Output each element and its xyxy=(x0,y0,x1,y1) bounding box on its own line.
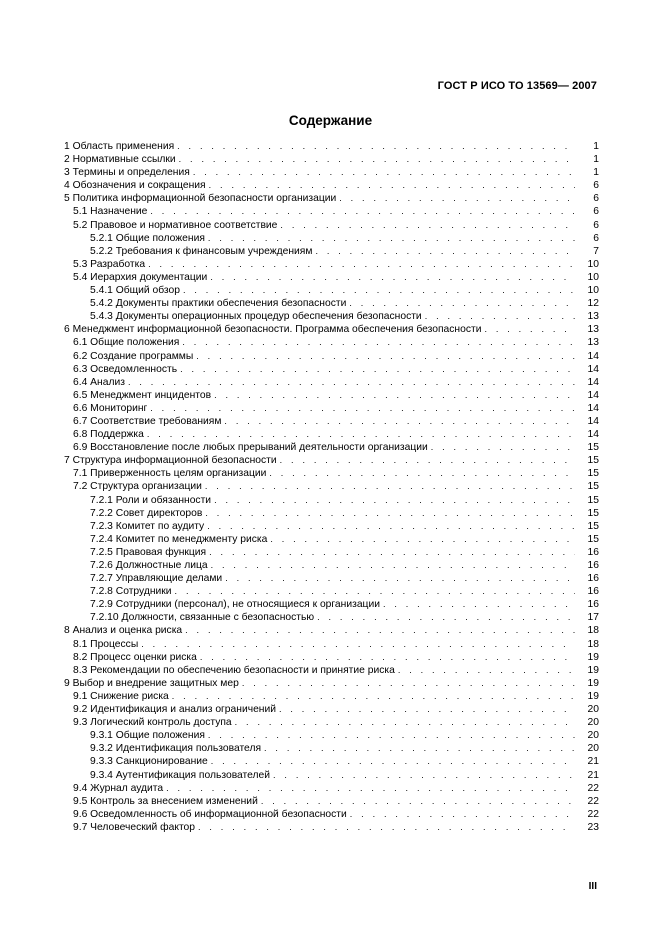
toc-leader-dots xyxy=(182,336,575,349)
toc-leader-dots xyxy=(128,376,575,389)
toc-entry-title: 2 Нормативные ссылки xyxy=(64,154,176,166)
toc-entry-page: 14 xyxy=(587,402,599,414)
toc-leader-dots xyxy=(205,480,575,493)
toc-entry-title: 9 Выбор и внедрение защитных мер xyxy=(64,677,239,689)
toc-entry-title: 3 Термины и определения xyxy=(64,167,190,179)
toc-entry xyxy=(64,205,599,218)
toc-entry-page: 15 xyxy=(587,455,599,467)
toc-entry xyxy=(64,559,599,572)
toc-entry xyxy=(64,755,599,768)
toc-entry-page: 16 xyxy=(587,573,599,585)
toc-entry-page: 6 xyxy=(593,219,599,231)
toc-leader-dots xyxy=(211,559,575,572)
toc-entry xyxy=(64,677,599,690)
toc-entry-page: 20 xyxy=(587,704,599,716)
toc-entry-page: 1 xyxy=(593,167,599,179)
toc-entry xyxy=(64,454,599,467)
toc-entry xyxy=(64,638,599,651)
toc-entry xyxy=(64,219,599,232)
toc-leader-dots xyxy=(180,363,575,376)
toc-entry xyxy=(64,363,599,376)
toc-entry-page: 16 xyxy=(587,560,599,571)
toc-entry xyxy=(64,546,599,559)
toc-entry-page: 14 xyxy=(587,376,599,388)
toc-entry-title: 7.2.10 Должности, связанные с безопасностью xyxy=(90,612,315,624)
toc-entry-title: 5.2.1 Общие положения xyxy=(90,232,205,244)
toc-entry-page: 6 xyxy=(593,232,599,244)
toc-leader-dots xyxy=(208,729,575,742)
toc-leader-dots xyxy=(205,507,575,520)
toc-entry xyxy=(64,782,599,795)
toc-leader-dots xyxy=(339,192,575,205)
toc-entry-page: 19 xyxy=(587,651,599,663)
toc-entry xyxy=(64,808,599,821)
toc-entry-page: 18 xyxy=(587,625,599,637)
toc-leader-dots xyxy=(261,795,575,808)
toc-entry xyxy=(64,350,599,363)
toc-entry-page: 10 xyxy=(587,285,599,297)
toc-entry-title: 8.3 Рекомендации по обеспечению безопасности и принятие риска xyxy=(73,664,395,676)
toc-entry xyxy=(64,716,599,729)
toc-leader-dots xyxy=(269,467,575,480)
toc-entry xyxy=(64,323,599,336)
toc-leader-dots xyxy=(280,219,575,232)
toc-leader-dots xyxy=(350,808,575,821)
toc-leader-dots xyxy=(280,454,575,467)
toc-entry-title: 7.2.5 Правовая функция xyxy=(90,546,207,558)
toc-entry-title: 5.4.3 Документы операционных процедур обеспечения безопасности xyxy=(90,311,422,323)
toc-entry xyxy=(64,729,599,742)
toc-leader-dots xyxy=(317,611,575,624)
toc-entry-title: 6.3 Осведомленность xyxy=(73,363,178,375)
toc-entry-page: 15 xyxy=(587,468,599,480)
toc-leader-dots xyxy=(207,520,575,533)
toc-entry-title: 5.1 Назначение xyxy=(73,206,148,218)
toc-entry-title: 5.3 Разработка xyxy=(73,258,146,270)
toc-leader-dots xyxy=(225,572,575,585)
toc-leader-dots xyxy=(235,716,575,729)
toc-leader-dots xyxy=(242,677,575,690)
toc-entry-page: 17 xyxy=(587,612,599,624)
toc-leader-dots xyxy=(209,179,575,192)
toc-entry xyxy=(64,795,599,808)
toc-entry xyxy=(64,494,599,507)
toc-entry-title: 7.2.9 Сотрудники (персонал), не относящиеся к организации xyxy=(90,599,380,611)
toc-leader-dots xyxy=(270,533,575,546)
toc-entry-page: 15 xyxy=(587,481,599,493)
toc-entry xyxy=(64,441,599,454)
toc-entry-title: 6.1 Общие положения xyxy=(73,337,180,349)
toc-leader-dots xyxy=(193,166,575,179)
toc-entry-title: 7.1 Приверженность целям организации xyxy=(73,468,267,480)
toc-leader-dots xyxy=(425,310,575,323)
toc-entry xyxy=(64,297,599,310)
toc-entry-page: 10 xyxy=(587,271,599,283)
toc-leader-dots xyxy=(196,350,575,363)
table-of-contents xyxy=(64,140,599,834)
toc-leader-dots xyxy=(431,441,575,454)
toc-entry xyxy=(64,402,599,415)
toc-entry-page: 23 xyxy=(587,821,599,833)
toc-entry-page: 22 xyxy=(587,782,599,794)
toc-entry-page: 22 xyxy=(587,795,599,807)
toc-entry-title: 4 Обозначения и сокращения xyxy=(64,180,206,192)
toc-entry xyxy=(64,572,599,585)
toc-entry-title: 6.4 Анализ xyxy=(73,376,125,388)
toc-entry-title: 6 Менеджмент информационной безопасности. Программа обеспечения безопасности xyxy=(64,324,482,336)
toc-leader-dots xyxy=(179,153,575,166)
toc-entry-page: 20 xyxy=(587,730,599,742)
toc-entry-page: 19 xyxy=(587,677,599,689)
toc-leader-dots xyxy=(484,323,575,336)
toc-entry-page: 22 xyxy=(587,808,599,820)
toc-entry xyxy=(64,428,599,441)
toc-leader-dots xyxy=(315,245,575,258)
toc-entry-page: 14 xyxy=(587,350,599,362)
toc-leader-dots xyxy=(214,389,575,402)
toc-entry-page: 21 xyxy=(587,769,599,781)
toc-entry-page: 19 xyxy=(587,664,599,676)
toc-leader-dots xyxy=(175,585,575,598)
toc-entry-title: 9.3.1 Общие положения xyxy=(90,730,205,742)
toc-entry-title: 7.2.8 Сотрудники xyxy=(90,586,172,598)
toc-entry xyxy=(64,742,599,755)
toc-entry-title: 8 Анализ и оценка риска xyxy=(64,625,183,637)
toc-entry-page: 13 xyxy=(587,337,599,349)
toc-leader-dots xyxy=(210,271,575,284)
toc-entry-title: 9.7 Человеческий фактор xyxy=(73,821,195,833)
toc-entry-title: 5.4.2 Документы практики обеспечения безопасности xyxy=(90,298,347,310)
toc-leader-dots xyxy=(185,624,575,637)
toc-entry-page: 14 xyxy=(587,389,599,401)
toc-leader-dots xyxy=(209,546,575,559)
toc-entry-title: 7.2.1 Роли и обязанности xyxy=(90,494,212,506)
toc-entry-title: 7.2.7 Управляющие делами xyxy=(90,573,223,585)
toc-entry-page: 15 xyxy=(587,494,599,506)
toc-entry-page: 16 xyxy=(587,586,599,598)
toc-entry-title: 5.2.2 Требования к финансовым учреждениям xyxy=(90,245,313,257)
toc-entry xyxy=(64,467,599,480)
toc-entry xyxy=(64,336,599,349)
toc-entry-page: 14 xyxy=(587,429,599,441)
toc-entry-title: 6.9 Восстановление после любых прерываний деятельности организации xyxy=(73,442,428,454)
toc-entry-page: 7 xyxy=(593,245,599,257)
toc-entry-page: 18 xyxy=(587,638,599,650)
toc-leader-dots xyxy=(224,415,575,428)
toc-entry-page: 14 xyxy=(587,363,599,375)
toc-entry-title: 9.5 Контроль за внесением изменений xyxy=(73,795,258,807)
toc-entry-title: 6.7 Соответствие требованиям xyxy=(73,415,222,427)
toc-entry xyxy=(64,140,599,153)
toc-entry xyxy=(64,690,599,703)
toc-entry-page: 13 xyxy=(587,311,599,323)
toc-entry xyxy=(64,533,599,546)
toc-entry xyxy=(64,179,599,192)
toc-leader-dots xyxy=(383,598,575,611)
toc-leader-dots xyxy=(264,742,575,755)
toc-entry-title: 6.6 Мониторинг xyxy=(73,402,148,414)
toc-entry xyxy=(64,651,599,664)
toc-entry-title: 8.1 Процессы xyxy=(73,638,139,650)
toc-leader-dots xyxy=(279,703,575,716)
toc-entry xyxy=(64,258,599,271)
toc-leader-dots xyxy=(273,769,575,782)
toc-leader-dots xyxy=(198,821,575,834)
toc-entry-title: 9.4 Журнал аудита xyxy=(73,782,164,794)
toc-leader-dots xyxy=(200,651,575,664)
toc-entry-title: 9.3 Логический контроль доступа xyxy=(73,717,232,729)
toc-leader-dots xyxy=(148,258,575,271)
toc-entry-title: 7.2.2 Совет директоров xyxy=(90,507,203,519)
toc-entry xyxy=(64,664,599,677)
toc-leader-dots xyxy=(208,232,575,245)
toc-entry-title: 7.2 Структура организации xyxy=(73,481,202,493)
toc-leader-dots xyxy=(147,428,575,441)
toc-entry-title: 5.4 Иерархия документации xyxy=(73,271,208,283)
toc-entry-page: 13 xyxy=(587,324,599,336)
toc-leader-dots xyxy=(211,755,575,768)
toc-leader-dots xyxy=(183,284,575,297)
toc-entry xyxy=(64,520,599,533)
toc-entry-page: 10 xyxy=(587,258,599,270)
toc-entry-page: 15 xyxy=(587,442,599,454)
toc-entry xyxy=(64,192,599,205)
toc-entry xyxy=(64,507,599,520)
toc-entry xyxy=(64,624,599,637)
toc-entry-title: 9.3.2 Идентификация пользователя xyxy=(90,743,262,755)
toc-entry xyxy=(64,611,599,624)
toc-entry-page: 19 xyxy=(587,690,599,702)
toc-entry xyxy=(64,703,599,716)
toc-entry-title: 9.3.4 Аутентификация пользователей xyxy=(90,769,271,781)
toc-entry-page: 20 xyxy=(587,743,599,755)
toc-entry xyxy=(64,769,599,782)
toc-entry xyxy=(64,245,599,258)
toc-entry xyxy=(64,821,599,834)
toc-entry-page: 15 xyxy=(587,507,599,519)
toc-entry-title: 8.2 Процесс оценки риска xyxy=(73,651,197,663)
toc-leader-dots xyxy=(150,205,575,218)
toc-entry xyxy=(64,232,599,245)
toc-entry-page: 15 xyxy=(587,533,599,545)
toc-entry-page: 6 xyxy=(593,180,599,192)
toc-entry xyxy=(64,415,599,428)
toc-entry-title: 6.5 Менеджмент инцидентов xyxy=(73,389,212,401)
toc-entry-title: 7.2.4 Комитет по менеджменту риска xyxy=(90,533,268,545)
toc-leader-dots xyxy=(166,782,575,795)
toc-leader-dots xyxy=(214,494,575,507)
toc-entry xyxy=(64,480,599,493)
toc-entry-page: 1 xyxy=(593,154,599,166)
toc-entry xyxy=(64,166,599,179)
document-header: ГОСТ Р ИСО ТО 13569— 2007 xyxy=(437,80,597,92)
toc-entry-title: 7.2.3 Комитет по аудиту xyxy=(90,520,205,532)
toc-entry-title: 7 Структура информационной безопасности xyxy=(64,455,277,467)
toc-entry-title: 5.2 Правовое и нормативное соответствие xyxy=(73,219,278,231)
toc-entry-title: 1 Область применения xyxy=(64,141,175,152)
toc-entry-title: 5 Политика информационной безопасности организации xyxy=(64,193,337,205)
toc-entry xyxy=(64,376,599,389)
toc-leader-dots xyxy=(141,638,575,651)
toc-entry xyxy=(64,598,599,611)
toc-entry-page: 6 xyxy=(593,193,599,205)
toc-entry-title: 7.2.6 Должностные лица xyxy=(90,560,208,571)
toc-entry xyxy=(64,284,599,297)
toc-entry-page: 16 xyxy=(587,599,599,611)
toc-leader-dots xyxy=(349,297,575,310)
toc-entry-page: 1 xyxy=(593,141,599,152)
toc-entry-title: 5.4.1 Общий обзор xyxy=(90,285,180,297)
toc-entry-page: 15 xyxy=(587,520,599,532)
toc-entry-title: 6.2 Создание программы xyxy=(73,350,194,362)
toc-entry-page: 20 xyxy=(587,717,599,729)
toc-leader-dots xyxy=(398,664,575,677)
toc-leader-dots xyxy=(150,402,575,415)
toc-entry-title: 9.2 Идентификация и анализ ограничений xyxy=(73,704,276,716)
toc-entry xyxy=(64,153,599,166)
toc-entry-page: 14 xyxy=(587,415,599,427)
toc-leader-dots xyxy=(177,140,575,153)
toc-leader-dots xyxy=(172,690,575,703)
toc-entry-title: 9.1 Снижение риска xyxy=(73,690,169,702)
toc-entry-page: 21 xyxy=(587,756,599,768)
toc-entry-title: 6.8 Поддержка xyxy=(73,429,144,441)
toc-entry-page: 16 xyxy=(587,546,599,558)
toc-entry-title: 9.3.3 Санкционирование xyxy=(90,756,208,768)
toc-entry-title: 9.6 Осведомленность об информационной безопасности xyxy=(73,808,347,820)
toc-entry-page: 12 xyxy=(587,298,599,310)
toc-entry xyxy=(64,271,599,284)
toc-entry xyxy=(64,310,599,323)
page-number: III xyxy=(588,881,597,892)
toc-entry xyxy=(64,585,599,598)
page-title: Содержание xyxy=(288,113,373,128)
toc-entry-page: 6 xyxy=(593,206,599,218)
toc-entry xyxy=(64,389,599,402)
